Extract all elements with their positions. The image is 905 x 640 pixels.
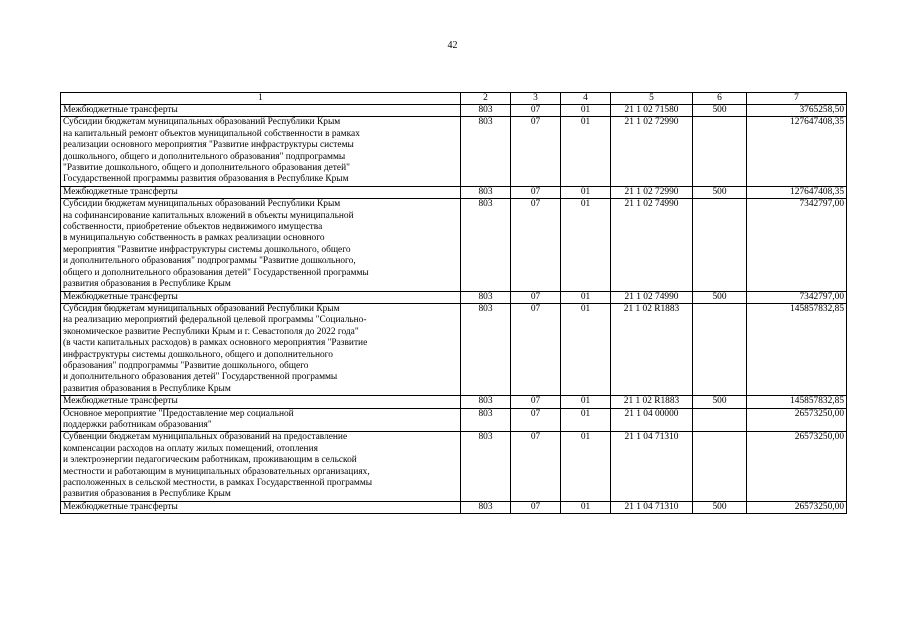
description-line: развития образования в Республике Крым: [63, 489, 231, 500]
description-line: расположенных в сельской местности, в рамках Государственной программы: [63, 478, 373, 488]
description-line: развития образования в Республике Крым: [63, 279, 231, 290]
table-row: [61, 105, 847, 117]
row-description: [61, 396, 461, 408]
row-description: [61, 117, 461, 186]
ministry-code-cell: 803: [461, 105, 511, 117]
table-row: [61, 199, 847, 291]
expense-type-cell: 500: [693, 396, 747, 408]
ministry-code-cell: 803: [461, 396, 511, 408]
table-row: [61, 117, 847, 186]
subsection-code-cell: 01: [561, 432, 611, 501]
target-article-cell: 21 1 04 71310: [611, 501, 693, 513]
table-body: [61, 105, 847, 514]
description-line: Субсидия бюджетам муниципальных образований Республики Крым: [63, 303, 340, 314]
subsection-code-cell: 01: [561, 105, 611, 117]
row-description: [61, 199, 461, 291]
description-line: Субсидии бюджетам муниципальных образований Республики Крым: [63, 199, 341, 210]
description-line: Субсидии бюджетам муниципальных образований Республики Крым: [63, 117, 341, 128]
description-line: Межбюджетные трансферты: [63, 291, 178, 302]
target-article-cell: 21 1 04 71310: [611, 432, 693, 501]
table-row: [61, 501, 847, 513]
section-code-cell: 07: [511, 303, 561, 395]
description-line: и дополнительного образования" подпрограммы "Развитие дошкольного,: [63, 256, 356, 267]
amount-cell: 3765258,50: [747, 105, 847, 117]
section-code-cell: 07: [511, 117, 561, 186]
description-line: в муниципальную собственность в рамках реализации основного: [63, 233, 325, 244]
description-line: поддержки работникам образования": [63, 419, 212, 430]
subsection-code-cell: 01: [561, 396, 611, 408]
subsection-code-cell: 01: [561, 501, 611, 513]
amount-cell: 26573250,00: [747, 408, 847, 432]
row-description: [61, 432, 461, 501]
header-col-6: 6: [693, 93, 747, 105]
ministry-code-cell: 803: [461, 186, 511, 198]
expense-type-cell: 500: [693, 291, 747, 303]
description-line: дошкольного, общего и дополнительного образования" подпрограммы: [63, 151, 346, 162]
section-code-cell: 07: [511, 501, 561, 513]
description-line: и электроэнергии педагогическим работникам, проживающим в сельской: [63, 455, 357, 466]
expense-type-cell: [693, 408, 747, 432]
subsection-code-cell: 01: [561, 408, 611, 432]
page-number: 42: [447, 40, 458, 51]
section-code-cell: 07: [511, 105, 561, 117]
description-line: Межбюджетные трансферты: [63, 186, 178, 197]
ministry-code-cell: 803: [461, 199, 511, 291]
description-line: Межбюджетные трансферты: [63, 396, 178, 407]
description-line: Государственной программы развития образования в Республике Крым: [63, 174, 349, 185]
header-col-5: 5: [611, 93, 693, 105]
target-article-cell: 21 1 04 00000: [611, 408, 693, 432]
description-line: Межбюджетные трансферты: [63, 501, 178, 512]
expense-type-cell: [693, 432, 747, 501]
target-article-cell: 21 1 02 R1883: [611, 303, 693, 395]
subsection-code-cell: 01: [561, 199, 611, 291]
section-code-cell: 07: [511, 291, 561, 303]
amount-cell: 7342797,00: [747, 199, 847, 291]
description-line: общего и дополнительного образования детей" Государственной программы: [63, 267, 369, 278]
row-description: [61, 408, 461, 432]
description-line: Межбюджетные трансферты: [63, 105, 178, 115]
target-article-cell: 21 1 02 72990: [611, 117, 693, 186]
description-line: на капитальный ремонт объектов муниципальной собственности в рамках: [63, 128, 360, 139]
amount-cell: 26573250,00: [747, 501, 847, 513]
description-line: Основное мероприятие "Предоставление мер социальной: [63, 408, 294, 419]
header-col-3: 3: [511, 93, 561, 105]
description-line: экономическое развитие Республики Крым и г. Севастополя до 2022 года": [63, 326, 359, 337]
amount-cell: 145857832,85: [747, 303, 847, 395]
row-description: [61, 291, 461, 303]
description-line: и дополнительного образования детей" Государственной программы: [63, 372, 338, 383]
amount-cell: 26573250,00: [747, 432, 847, 501]
description-line: на софинансирование капитальных вложений в объекты муниципальной: [63, 210, 354, 221]
target-article-cell: 21 1 02 71580: [611, 105, 693, 117]
subsection-code-cell: 01: [561, 291, 611, 303]
ministry-code-cell: 803: [461, 291, 511, 303]
amount-cell: 127647408,35: [747, 117, 847, 186]
description-line: мероприятия "Развитие инфраструктуры системы дошкольного, общего: [63, 244, 351, 255]
expense-type-cell: 500: [693, 186, 747, 198]
table-row: [61, 408, 847, 432]
subsection-code-cell: 01: [561, 117, 611, 186]
budget-table: [60, 92, 847, 514]
section-code-cell: 07: [511, 408, 561, 432]
description-line: собственности, приобретение объектов недвижимого имущества: [63, 222, 323, 233]
ministry-code-cell: 803: [461, 117, 511, 186]
table-row: [61, 291, 847, 303]
description-line: "Развитие дошкольного, общего и дополнительного образования детей": [63, 163, 350, 174]
description-line: Субвенции бюджетам муниципальных образований на предоставление: [63, 432, 348, 443]
target-article-cell: 21 1 02 R1883: [611, 396, 693, 408]
description-line: образования" подпрограммы "Развитие дошкольного, общего: [63, 360, 309, 371]
ministry-code-cell: 803: [461, 501, 511, 513]
expense-type-cell: 500: [693, 105, 747, 117]
section-code-cell: 07: [511, 199, 561, 291]
subsection-code-cell: 01: [561, 303, 611, 395]
description-line: на реализацию мероприятий федеральной целевой программы "Социально-: [63, 315, 367, 326]
section-code-cell: 07: [511, 396, 561, 408]
header-col-1: 1: [61, 93, 461, 105]
table-row: [61, 432, 847, 501]
ministry-code-cell: 803: [461, 303, 511, 395]
header-row: [61, 93, 847, 105]
description-line: компенсации расходов на оплату жилых помещений, отопления: [63, 443, 318, 454]
target-article-cell: 21 1 02 74990: [611, 291, 693, 303]
expense-type-cell: [693, 199, 747, 291]
section-code-cell: 07: [511, 186, 561, 198]
row-description: [61, 186, 461, 198]
amount-cell: 145857832,85: [747, 396, 847, 408]
row-description: [61, 501, 461, 513]
expense-type-cell: [693, 303, 747, 395]
row-description: [61, 303, 461, 395]
amount-cell: 7342797,00: [747, 291, 847, 303]
ministry-code-cell: 803: [461, 408, 511, 432]
description-line: инфраструктуры системы дошкольного, общего и дополнительного: [63, 349, 333, 360]
ministry-code-cell: 803: [461, 432, 511, 501]
subsection-code-cell: 01: [561, 186, 611, 198]
row-description: [61, 105, 461, 117]
description-line: (в части капитальных расходов) в рамках основного мероприятия "Развитие: [63, 338, 368, 349]
table-row: [61, 303, 847, 395]
target-article-cell: 21 1 02 74990: [611, 199, 693, 291]
section-code-cell: 07: [511, 432, 561, 501]
header-col-2: 2: [461, 93, 511, 105]
description-line: местности и работающим в муниципальных образовательных организациях,: [63, 466, 370, 477]
expense-type-cell: 500: [693, 501, 747, 513]
expense-type-cell: [693, 117, 747, 186]
table-row: [61, 186, 847, 198]
header-col-7: 7: [747, 93, 847, 105]
header-col-4: 4: [561, 93, 611, 105]
amount-cell: 127647408,35: [747, 186, 847, 198]
target-article-cell: 21 1 02 72990: [611, 186, 693, 198]
description-line: реализации основного мероприятия "Развитие инфраструктуры системы: [63, 140, 354, 151]
table-row: [61, 396, 847, 408]
description-line: развития образования в Республике Крым: [63, 383, 231, 394]
